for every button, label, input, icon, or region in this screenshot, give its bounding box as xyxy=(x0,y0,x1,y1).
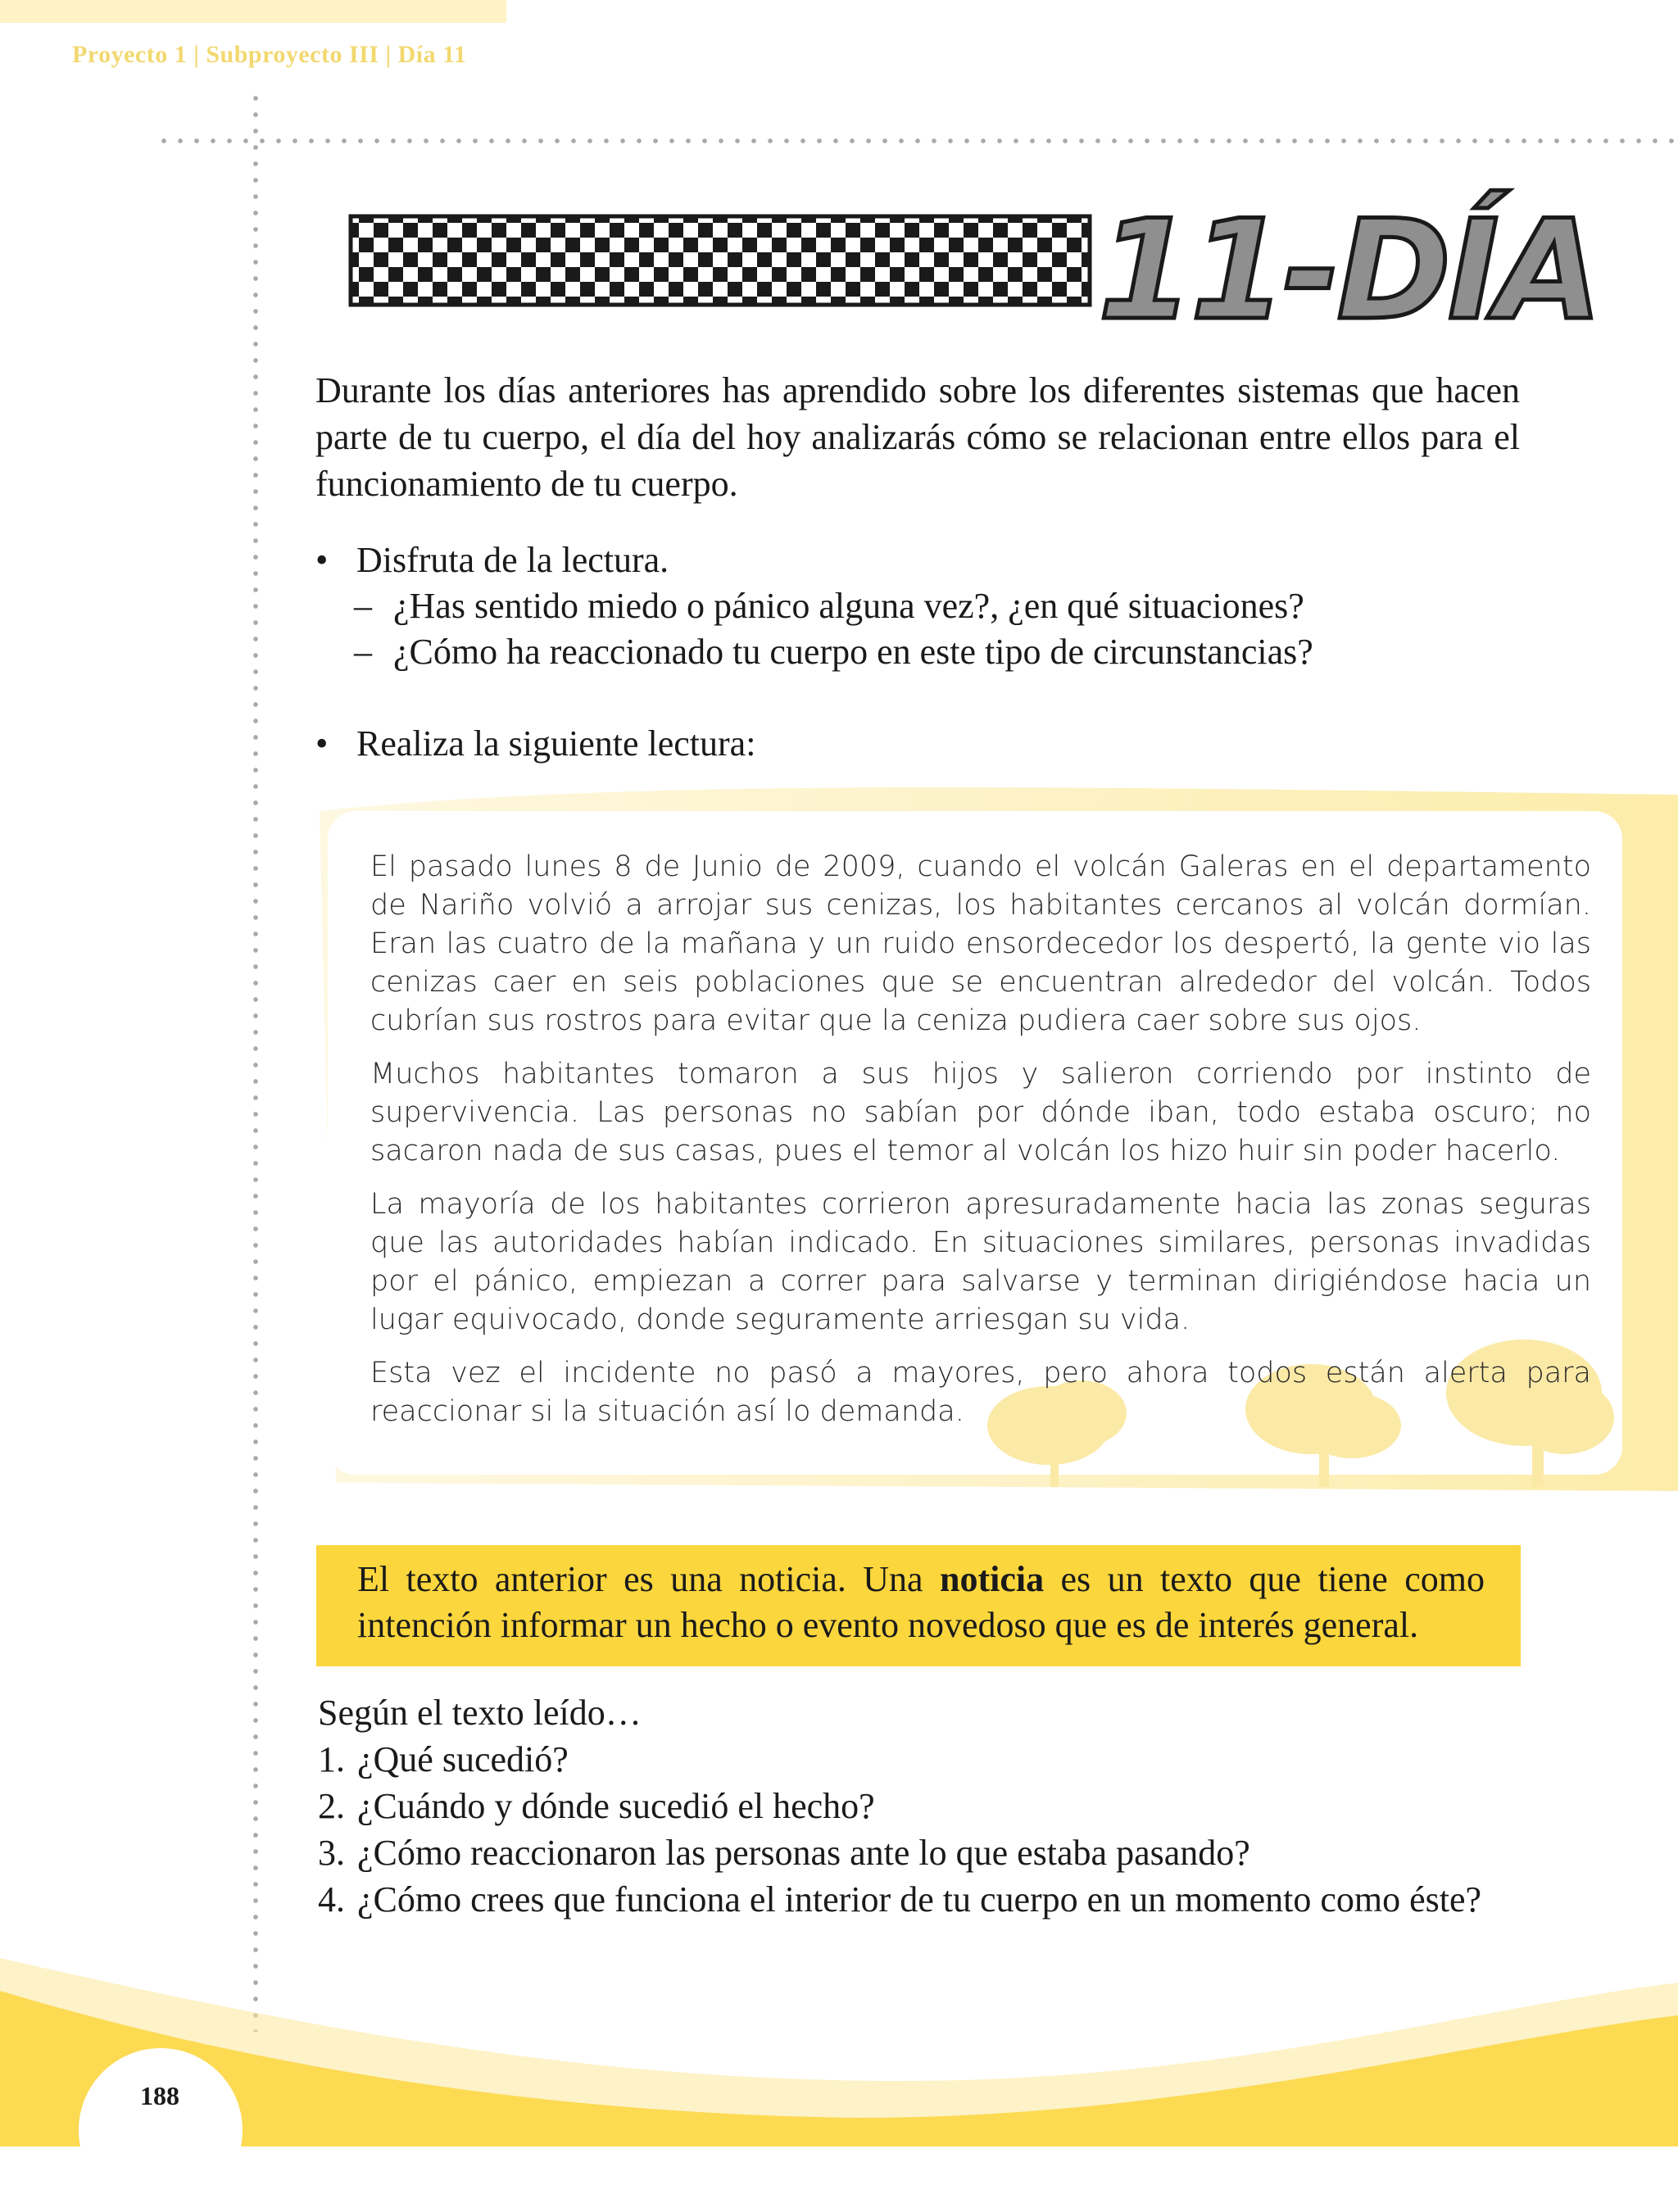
page-number: 188 xyxy=(140,2081,179,2110)
sub-item-text: ¿Cómo ha reaccionado tu cuerpo en este tipo de circunstancias? xyxy=(393,632,1313,672)
question-item xyxy=(318,1736,1522,1783)
question-text: ¿Qué sucedió? xyxy=(357,1739,569,1779)
bullet-item xyxy=(315,537,669,583)
reading-paragraph: La mayoría de los habitantes corrieron apresuradamente hacia las zonas seguras que las autoridades habían indicado. En situaciones similares, personas invadidas por el pánico, empiezan a correr para salvarse y terminan dirigiéndose hacia un lugar equivocado, donde seguramente arriesgan su vida. xyxy=(370,1188,1591,1336)
question-item xyxy=(318,1876,1522,1923)
sub-item xyxy=(354,629,1313,675)
question-number: 2. xyxy=(318,1786,345,1826)
questions-lead: Según el texto leído… xyxy=(318,1693,642,1733)
questions-list xyxy=(318,1736,1522,1923)
header-label: Proyecto 1 | Subproyecto III | Día 11 xyxy=(72,41,467,68)
header-tab xyxy=(0,0,506,23)
question-text: ¿Cómo crees que funciona el interior de tu cuerpo en un momento como éste? xyxy=(357,1879,1482,1920)
question-text: ¿Cómo reaccionaron las personas ante lo que estaba pasando? xyxy=(357,1833,1250,1873)
dash-marker: – xyxy=(354,632,372,672)
callout-keyword: noticia xyxy=(940,1559,1045,1599)
intro-paragraph: Durante los días anteriores has aprendido sobre los diferentes sistemas que hacen parte de tu cuerpo, el día del hoy analizarás cómo se relacionan entre ellos para el funcionamiento de tu cuerpo. xyxy=(315,370,1520,504)
questions-section xyxy=(318,1689,1522,1923)
reading-paragraph: Muchos habitantes tomaron a sus hijos y salieron corriendo por instinto de supervivencia. Las personas no sabían por dónde iban, todo estaba oscuro; no sacaron nada de sus casas, pues el temor al volcán los hizo huir sin poder hacerlo. xyxy=(370,1058,1591,1167)
checkered-flag-strip xyxy=(351,216,1090,305)
bottom-wave-decoration xyxy=(0,1950,1678,2146)
day-banner xyxy=(344,164,1599,351)
definition-callout xyxy=(316,1545,1521,1666)
bullet-marker: • xyxy=(315,540,329,580)
reading-paragraph: Esta vez el incidente no pasó a mayores, pero ahora todos están alerta para reaccionar si la situación así lo demanda. xyxy=(370,1357,1591,1428)
page-number-badge xyxy=(79,2048,243,2212)
dash-marker: – xyxy=(354,586,372,626)
callout-text-before: El texto anterior es una noticia. Una xyxy=(357,1559,940,1599)
dotted-rule-vertical xyxy=(252,90,259,2032)
question-number: 1. xyxy=(318,1739,345,1779)
question-item xyxy=(318,1783,1522,1829)
dotted-rule-horizontal xyxy=(156,138,1678,144)
day-title: 11-DÍA xyxy=(1098,190,1599,351)
question-number: 4. xyxy=(318,1879,345,1920)
sub-item-text: ¿Has sentido miedo o pánico alguna vez?, ¿en qué situaciones? xyxy=(393,586,1304,626)
callout-text xyxy=(357,1557,1485,1648)
news-reading xyxy=(370,848,1591,1446)
bullet-item xyxy=(315,721,755,767)
question-number: 3. xyxy=(318,1833,345,1873)
bullet-text: Disfruta de la lectura. xyxy=(356,540,669,580)
reading-paragraph: El pasado lunes 8 de Junio de 2009, cuando el volcán Galeras en el departamento de Nariño volvió a arrojar sus cenizas, los habitantes cercanos al volcán dormían. Eran las cuatro de la mañana y un ruido ensordecedor los despertó, la gente vio las cenizas caer en seis poblaciones que se encuentran alrededor del volcán. Todos cubrían sus rostros para evitar que la ceniza pudiera caer sobre sus ojos. xyxy=(370,850,1591,1037)
sub-item xyxy=(354,583,1304,629)
bullet-marker: • xyxy=(315,723,329,764)
callout-text-after: es un texto que tiene como intención informar un hecho o evento novedoso que es de interés general. xyxy=(357,1559,1485,1645)
bullet-text: Realiza la siguiente lectura: xyxy=(356,723,756,764)
question-item xyxy=(318,1829,1522,1876)
question-text: ¿Cuándo y dónde sucedió el hecho? xyxy=(357,1786,875,1826)
